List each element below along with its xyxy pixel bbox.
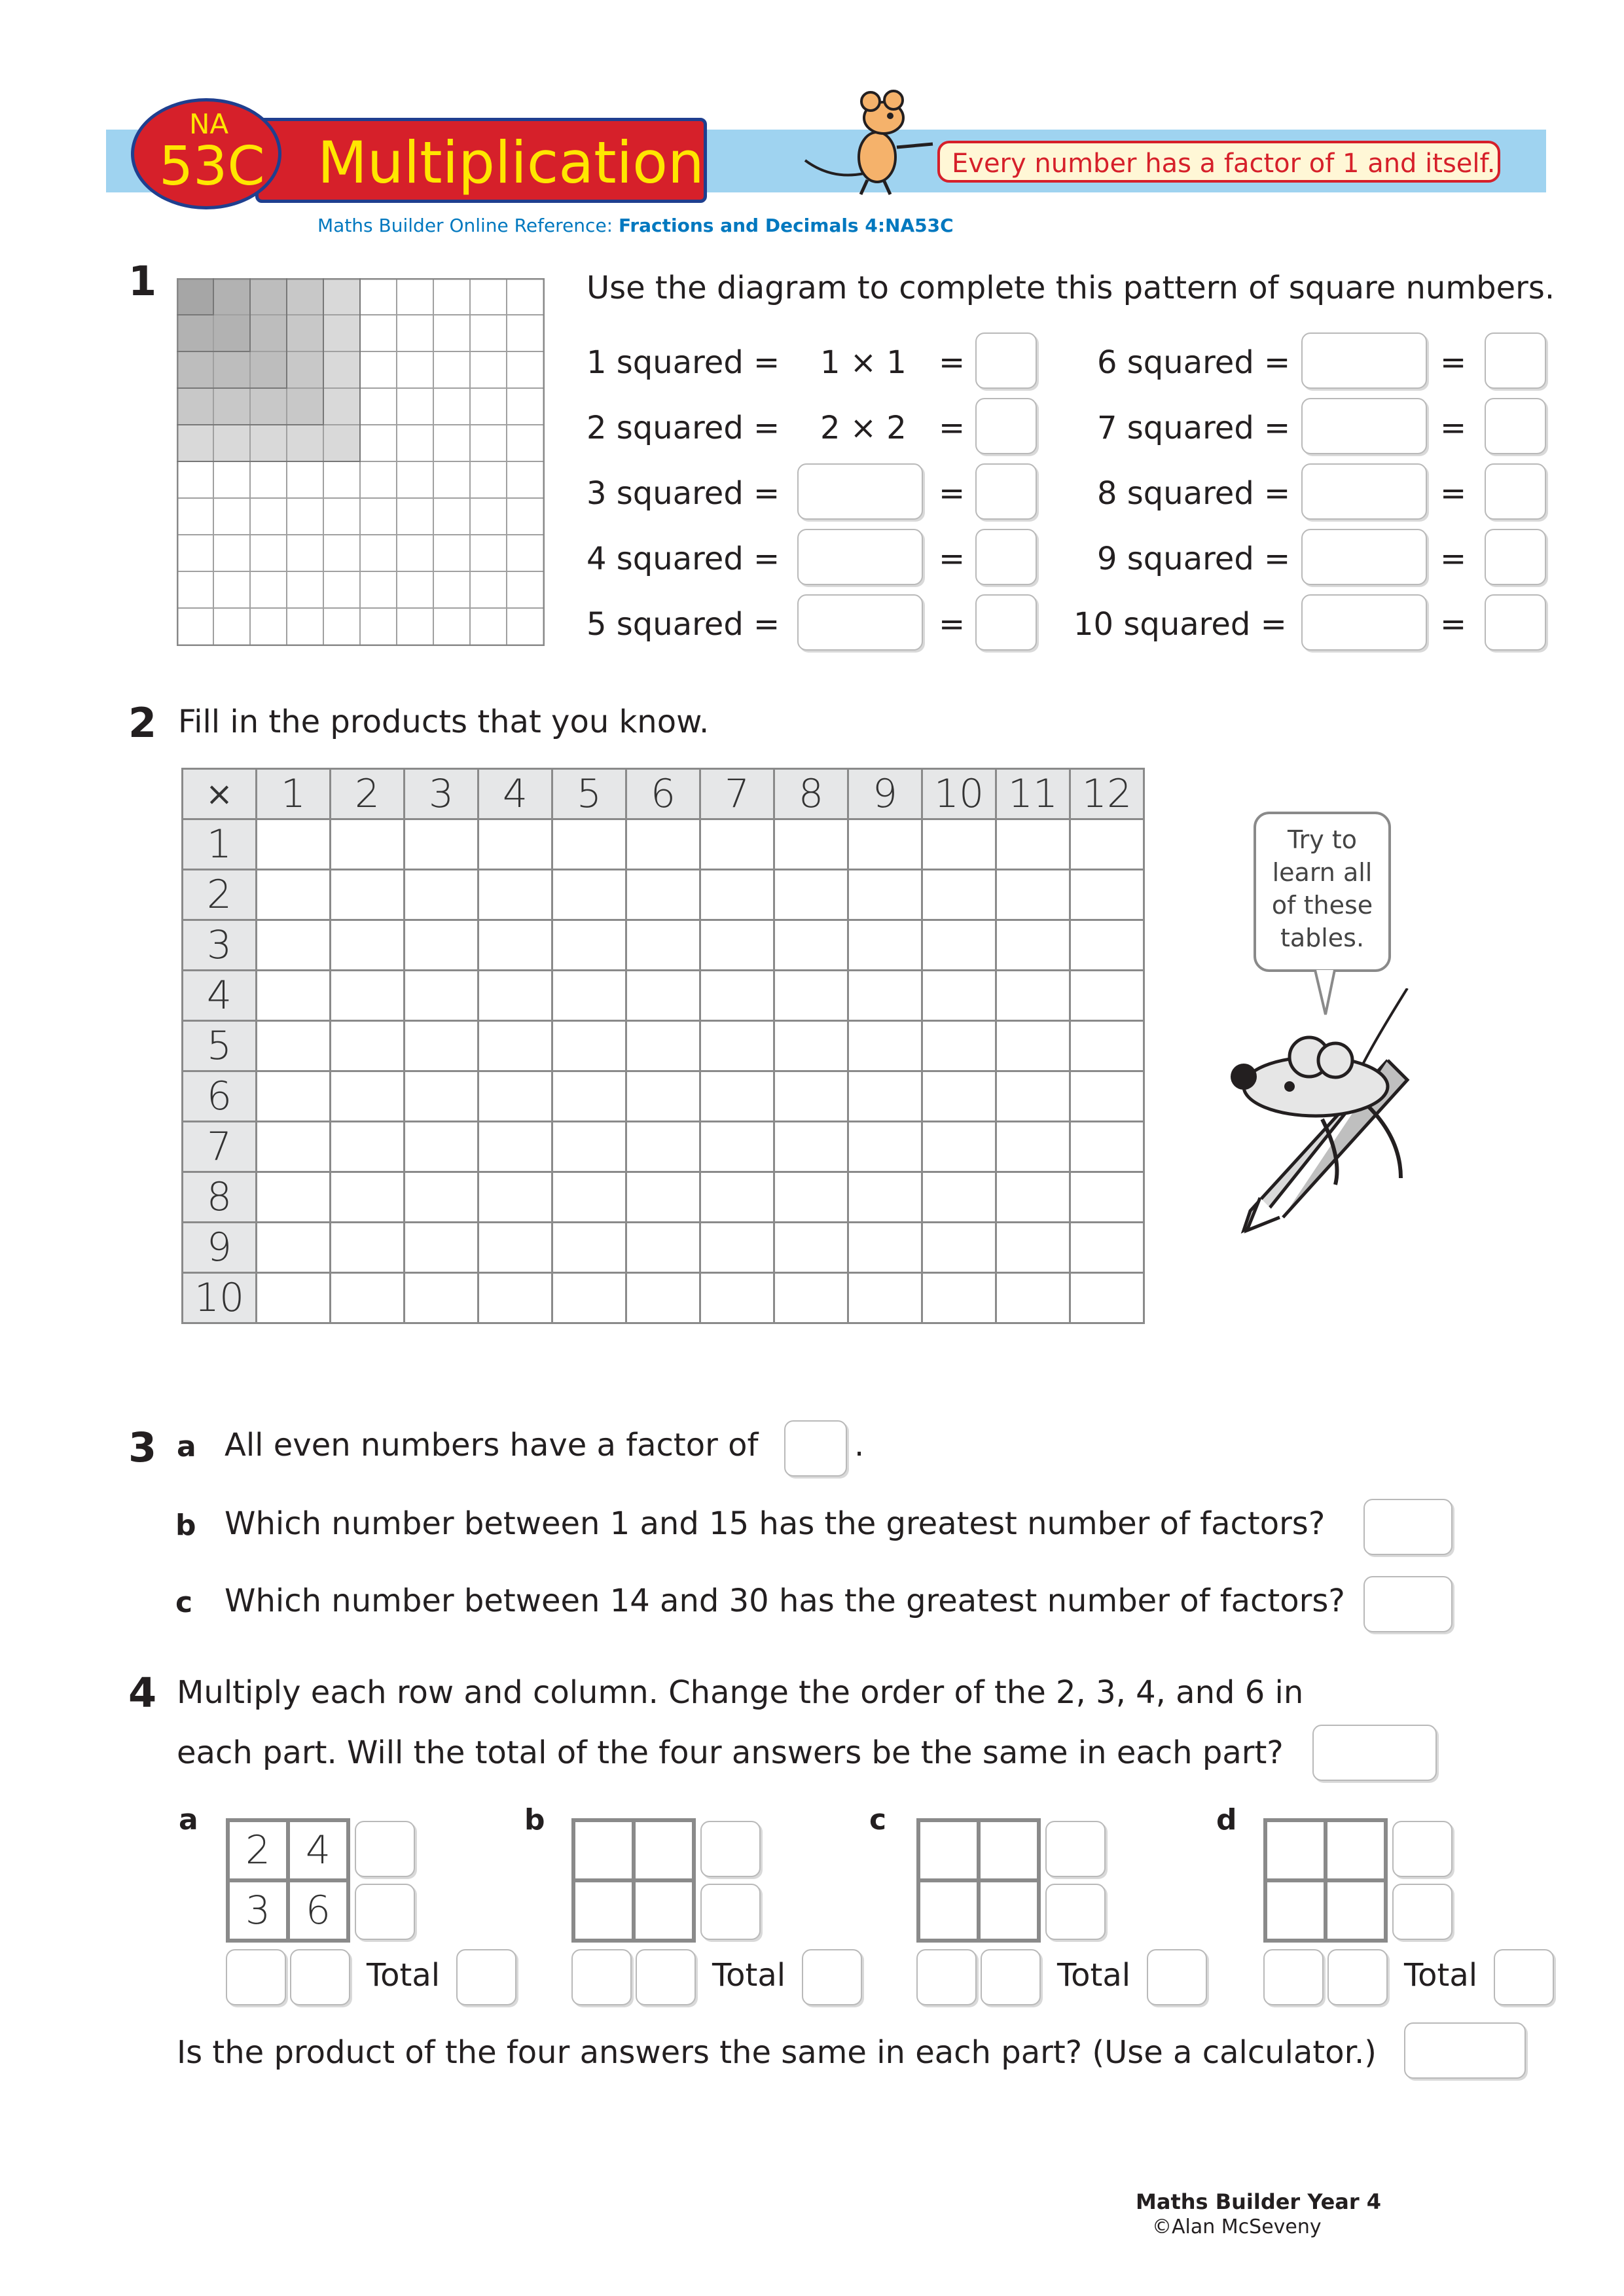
grid-cell[interactable] [979, 1820, 1039, 1880]
grid-cell[interactable] [918, 1820, 979, 1880]
mouse-pointing-icon [792, 82, 949, 200]
product-cell[interactable] [700, 1223, 774, 1273]
product-cell[interactable] [996, 1172, 1070, 1223]
grid-cell[interactable] [979, 1880, 1039, 1941]
square-label: 7 squared = [1097, 410, 1291, 446]
product-cell[interactable] [405, 1273, 478, 1323]
total-label: Total [367, 1957, 441, 1994]
product-cell[interactable] [478, 971, 552, 1021]
product-cell[interactable] [996, 870, 1070, 920]
product-cell[interactable] [1070, 971, 1144, 1021]
product-cell[interactable] [700, 819, 774, 870]
product-cell[interactable] [848, 971, 922, 1021]
product-cell[interactable] [626, 1122, 700, 1172]
table-row [183, 1223, 1144, 1273]
product-cell[interactable] [257, 1021, 331, 1071]
question-number: 4 [128, 1669, 157, 1717]
product-cell[interactable] [700, 870, 774, 920]
q3b-label: b [175, 1509, 196, 1542]
product-cell[interactable] [257, 920, 331, 971]
answer-box[interactable] [1301, 398, 1427, 454]
row-product-box[interactable] [1392, 1821, 1453, 1877]
answer-box[interactable] [797, 463, 923, 520]
two-by-two-grid [1263, 1818, 1388, 1943]
q3b-text: Which number between 1 and 15 has the greatest number of factors? [225, 1505, 1326, 1542]
product-cell[interactable] [478, 1172, 552, 1223]
footer-book: Maths Builder Year 4 [1136, 2189, 1382, 2214]
code-badge [131, 98, 281, 209]
grid-cell[interactable] [634, 1880, 694, 1941]
product-cell[interactable] [774, 1122, 848, 1172]
column-product-box[interactable] [226, 1949, 286, 2005]
total-box[interactable] [1147, 1949, 1207, 2005]
grid-cell[interactable] [918, 1880, 979, 1941]
product-cell[interactable] [848, 920, 922, 971]
total-label: Total [1057, 1957, 1131, 1994]
product-cell[interactable] [848, 1071, 922, 1122]
product-cell[interactable] [996, 1273, 1070, 1323]
product-cell[interactable] [552, 1071, 626, 1122]
product-cell[interactable] [1070, 870, 1144, 920]
row-product-box[interactable] [1045, 1884, 1106, 1940]
product-cell[interactable] [996, 971, 1070, 1021]
product-cell[interactable] [774, 819, 848, 870]
answer-box[interactable] [1485, 463, 1546, 520]
product-cell[interactable] [478, 1021, 552, 1071]
row-header: 6 [183, 1071, 257, 1122]
equals-sign: = [939, 410, 965, 446]
answer-box[interactable] [1301, 463, 1427, 520]
product-cell[interactable] [257, 819, 331, 870]
product-cell[interactable] [405, 870, 478, 920]
product-cell[interactable] [996, 920, 1070, 971]
part-label: d [1216, 1803, 1237, 1837]
reference-value: Fractions and Decimals 4:NA53C [619, 215, 954, 236]
question-number: 2 [128, 699, 157, 747]
table-row [183, 1021, 1144, 1071]
product-cell[interactable] [331, 1172, 405, 1223]
product-cell[interactable] [257, 1223, 331, 1273]
equals-sign: = [1440, 344, 1467, 381]
grid-cell[interactable] [573, 1820, 634, 1880]
row-header: 8 [183, 1172, 257, 1223]
row-header: 3 [183, 920, 257, 971]
product-cell[interactable] [552, 920, 626, 971]
product-cell[interactable] [774, 1223, 848, 1273]
product-cell[interactable] [331, 1223, 405, 1273]
row-product-box[interactable] [1045, 1821, 1106, 1877]
question-number: 1 [128, 257, 157, 305]
answer-box[interactable] [975, 332, 1037, 389]
equals-sign: = [1440, 541, 1467, 577]
square-label: 4 squared = [586, 541, 780, 577]
table-header-row [183, 769, 1144, 819]
product-cell[interactable] [922, 1273, 996, 1323]
title-box [255, 118, 707, 203]
answer-box[interactable] [1485, 529, 1546, 585]
tip-text: Every number has a factor of 1 and itself. [952, 149, 1496, 179]
mouse-on-pencil-icon [1211, 988, 1447, 1237]
product-cell[interactable] [331, 819, 405, 870]
product-cell[interactable] [1070, 920, 1144, 971]
grid-value: 2 [228, 1820, 288, 1880]
square-label: 3 squared = [586, 475, 780, 512]
product-cell[interactable] [1070, 1021, 1144, 1071]
answer-box[interactable] [1485, 398, 1546, 454]
product-cell[interactable] [848, 1021, 922, 1071]
answer-box[interactable] [1301, 594, 1427, 651]
speech-bubble [1254, 812, 1391, 972]
product-cell[interactable] [1070, 1223, 1144, 1273]
product-cell[interactable] [774, 971, 848, 1021]
part-label: c [869, 1803, 887, 1837]
product-cell[interactable] [1070, 1172, 1144, 1223]
answer-box[interactable] [975, 463, 1037, 520]
table-row [183, 1172, 1144, 1223]
row-product-box[interactable] [355, 1821, 415, 1877]
answer-box[interactable] [1485, 332, 1546, 389]
column-product-box[interactable] [636, 1949, 696, 2005]
product-cell[interactable] [257, 1273, 331, 1323]
product-cell[interactable] [1070, 1071, 1144, 1122]
product-cell[interactable] [922, 870, 996, 920]
product-cell[interactable] [331, 1273, 405, 1323]
table-row [183, 1273, 1144, 1323]
product-cell[interactable] [331, 1071, 405, 1122]
product-cell[interactable] [996, 1223, 1070, 1273]
column-header: 4 [478, 769, 552, 819]
q3c-text: Which number between 14 and 30 has the greatest number of factors? [225, 1583, 1345, 1619]
product-cell[interactable] [626, 1071, 700, 1122]
grid-value: 6 [288, 1880, 348, 1941]
square-label: 8 squared = [1097, 475, 1291, 512]
row-product-box[interactable] [355, 1884, 415, 1940]
answer-box[interactable] [975, 398, 1037, 454]
grid-value: 3 [228, 1880, 288, 1941]
q3c-label: c [175, 1586, 193, 1619]
table-row [183, 870, 1144, 920]
answer-box[interactable] [1404, 2022, 1526, 2079]
row-product-box[interactable] [700, 1821, 761, 1877]
square-label: 9 squared = [1097, 541, 1291, 577]
speech-text: Try to learn all of these tables. [1271, 825, 1373, 952]
column-product-box[interactable] [290, 1949, 350, 2005]
column-product-box[interactable] [1263, 1949, 1324, 2005]
product-cell[interactable] [626, 971, 700, 1021]
product-cell[interactable] [257, 1122, 331, 1172]
column-product-box[interactable] [1327, 1949, 1388, 2005]
product-cell[interactable] [922, 920, 996, 971]
column-header: 2 [331, 769, 405, 819]
product-cell[interactable] [626, 1273, 700, 1323]
column-header: 10 [922, 769, 996, 819]
table-row [183, 971, 1144, 1021]
product-cell[interactable] [700, 1273, 774, 1323]
answer-box[interactable] [1363, 1499, 1453, 1555]
q2-instruction: Fill in the products that you know. [178, 704, 710, 740]
strand-label: NA [189, 108, 229, 140]
table-row [183, 1071, 1144, 1122]
q4-line2: each part. Will the total of the four answers be the same in each part? [177, 1734, 1284, 1771]
reference-label: Maths Builder Online Reference: [317, 215, 613, 236]
column-product-box[interactable] [916, 1949, 977, 2005]
product-cell[interactable] [478, 1071, 552, 1122]
square-label: 5 squared = [586, 606, 780, 643]
product-cell[interactable] [626, 1172, 700, 1223]
equals-sign: = [939, 344, 965, 381]
product-cell[interactable] [700, 971, 774, 1021]
row-header: 7 [183, 1122, 257, 1172]
part-label: a [179, 1803, 198, 1837]
product-cell[interactable] [405, 819, 478, 870]
product-cell[interactable] [626, 1223, 700, 1273]
q1-instruction: Use the diagram to complete this pattern of square numbers. [586, 270, 1555, 306]
equals-sign: = [1440, 410, 1467, 446]
row-header: 5 [183, 1021, 257, 1071]
code-label: 53C [159, 135, 265, 198]
product-cell[interactable] [257, 870, 331, 920]
footer-copyright: ©Alan McSeveny [1152, 2215, 1322, 2238]
grid-value: 4 [288, 1820, 348, 1880]
column-product-box[interactable] [981, 1949, 1041, 2005]
product-cell[interactable] [922, 819, 996, 870]
product-cell[interactable] [626, 870, 700, 920]
square-label: 10 squared = [1074, 606, 1287, 643]
product-cell[interactable] [996, 1122, 1070, 1172]
product-cell[interactable] [848, 819, 922, 870]
table-row [183, 1122, 1144, 1172]
product-cell[interactable] [552, 870, 626, 920]
corner-cell: × [183, 769, 257, 819]
answer-box[interactable] [797, 529, 923, 585]
product-cell[interactable] [478, 920, 552, 971]
column-header: 1 [257, 769, 331, 819]
grid-cell[interactable] [1265, 1880, 1326, 1941]
product-cell[interactable] [922, 1021, 996, 1071]
answer-box[interactable] [1301, 529, 1427, 585]
product-cell[interactable] [922, 1172, 996, 1223]
row-header: 9 [183, 1223, 257, 1273]
equals-sign: = [939, 606, 965, 643]
product-cell[interactable] [331, 920, 405, 971]
product-cell[interactable] [774, 1273, 848, 1323]
grid-cell[interactable] [1265, 1820, 1326, 1880]
product-cell[interactable] [774, 1021, 848, 1071]
answer-box[interactable] [1301, 332, 1427, 389]
product-cell[interactable] [1070, 1273, 1144, 1323]
equals-sign: = [939, 541, 965, 577]
row-header: 10 [183, 1273, 257, 1323]
product-cell[interactable] [626, 920, 700, 971]
row-header: 1 [183, 819, 257, 870]
product-cell[interactable] [552, 1223, 626, 1273]
product-cell[interactable] [848, 1122, 922, 1172]
grid-cell[interactable] [1326, 1880, 1386, 1941]
grid-cell[interactable] [1326, 1820, 1386, 1880]
product-cell[interactable] [552, 1021, 626, 1071]
product-cell[interactable] [478, 1223, 552, 1273]
answer-box[interactable] [1363, 1576, 1453, 1632]
column-header: 12 [1070, 769, 1144, 819]
product-cell[interactable] [257, 1172, 331, 1223]
total-box[interactable] [802, 1949, 862, 2005]
answer-box[interactable] [1485, 594, 1546, 651]
product-cell[interactable] [774, 920, 848, 971]
column-header: 3 [405, 769, 478, 819]
column-header: 11 [996, 769, 1070, 819]
column-header: 5 [552, 769, 626, 819]
product-cell[interactable] [478, 1273, 552, 1323]
column-header: 6 [626, 769, 700, 819]
total-label: Total [1404, 1957, 1478, 1994]
product-cell[interactable] [848, 1223, 922, 1273]
product-cell[interactable] [1070, 1122, 1144, 1172]
tip-box [937, 141, 1500, 183]
multiplication-table [181, 768, 1145, 1324]
product-cell[interactable] [996, 1071, 1070, 1122]
product-cell[interactable] [478, 870, 552, 920]
product-cell[interactable] [700, 920, 774, 971]
product-cell[interactable] [922, 1071, 996, 1122]
product-cell[interactable] [552, 971, 626, 1021]
product-cell[interactable] [405, 1021, 478, 1071]
answer-box[interactable] [975, 594, 1037, 651]
answer-box[interactable] [1312, 1725, 1437, 1781]
product-cell[interactable] [405, 1223, 478, 1273]
product-cell[interactable] [922, 1223, 996, 1273]
total-label: Total [712, 1957, 786, 1994]
product-cell[interactable] [331, 1122, 405, 1172]
row-product-box[interactable] [1392, 1884, 1453, 1940]
product-cell[interactable] [552, 819, 626, 870]
two-by-two-grid [226, 1818, 350, 1943]
q3a-label: a [177, 1430, 196, 1463]
equals-sign: = [939, 475, 965, 512]
product-cell[interactable] [996, 819, 1070, 870]
table-row [183, 920, 1144, 971]
product-cell[interactable] [700, 1071, 774, 1122]
product-cell[interactable] [552, 1172, 626, 1223]
product-cell[interactable] [774, 1172, 848, 1223]
square-label: 1 squared = [586, 344, 780, 381]
product-cell[interactable] [922, 971, 996, 1021]
two-by-two-grid [916, 1818, 1041, 1943]
product-cell[interactable] [700, 1021, 774, 1071]
product-cell[interactable] [552, 1122, 626, 1172]
product-cell[interactable] [848, 870, 922, 920]
product-cell[interactable] [774, 1071, 848, 1122]
question-number: 3 [128, 1424, 157, 1471]
product-cell[interactable] [700, 1122, 774, 1172]
grid-cell[interactable] [573, 1880, 634, 1941]
total-box[interactable] [456, 1949, 516, 2005]
square-label: 2 squared = [586, 410, 780, 446]
square-expression: 1 × 1 [820, 344, 907, 381]
q3a-end: . [854, 1427, 865, 1463]
product-cell[interactable] [996, 1021, 1070, 1071]
product-cell[interactable] [626, 819, 700, 870]
product-cell[interactable] [405, 1122, 478, 1172]
product-cell[interactable] [405, 1172, 478, 1223]
answer-box[interactable] [797, 594, 923, 651]
product-cell[interactable] [405, 920, 478, 971]
product-cell[interactable] [331, 870, 405, 920]
answer-box[interactable] [975, 529, 1037, 585]
product-cell[interactable] [405, 1071, 478, 1122]
product-cell[interactable] [848, 1273, 922, 1323]
part-label: b [524, 1803, 545, 1837]
equals-sign: = [1440, 475, 1467, 512]
product-cell[interactable] [1070, 819, 1144, 870]
row-product-box[interactable] [700, 1884, 761, 1940]
total-box[interactable] [1494, 1949, 1554, 2005]
product-cell[interactable] [257, 971, 331, 1021]
product-cell[interactable] [331, 971, 405, 1021]
two-by-two-grid [571, 1818, 696, 1943]
row-header: 2 [183, 870, 257, 920]
q4-final-question: Is the product of the four answers the same in each part? (Use a calculator.) [177, 2034, 1377, 2071]
square-label: 6 squared = [1097, 344, 1291, 381]
square-numbers-diagram [177, 278, 545, 646]
table-row [183, 819, 1144, 870]
square-expression: 2 × 2 [820, 410, 907, 446]
product-cell[interactable] [922, 1122, 996, 1172]
grid-cell[interactable] [634, 1820, 694, 1880]
product-cell[interactable] [405, 971, 478, 1021]
product-cell[interactable] [552, 1273, 626, 1323]
q4-line1: Multiply each row and column. Change the order of the 2, 3, 4, and 6 in [177, 1674, 1304, 1711]
product-cell[interactable] [478, 1122, 552, 1172]
column-header: 8 [774, 769, 848, 819]
product-cell[interactable] [848, 1172, 922, 1223]
row-header: 4 [183, 971, 257, 1021]
equals-sign: = [1440, 606, 1467, 643]
product-cell[interactable] [478, 819, 552, 870]
product-cell[interactable] [626, 1021, 700, 1071]
product-cell[interactable] [331, 1021, 405, 1071]
q3a-text: All even numbers have a factor of [225, 1427, 759, 1463]
reference-line [317, 215, 954, 236]
column-product-box[interactable] [571, 1949, 632, 2005]
product-cell[interactable] [257, 1071, 331, 1122]
answer-box[interactable] [784, 1420, 847, 1477]
column-header: 7 [700, 769, 774, 819]
product-cell[interactable] [700, 1172, 774, 1223]
page-title: Multiplication [317, 129, 704, 196]
product-cell[interactable] [774, 870, 848, 920]
column-header: 9 [848, 769, 922, 819]
